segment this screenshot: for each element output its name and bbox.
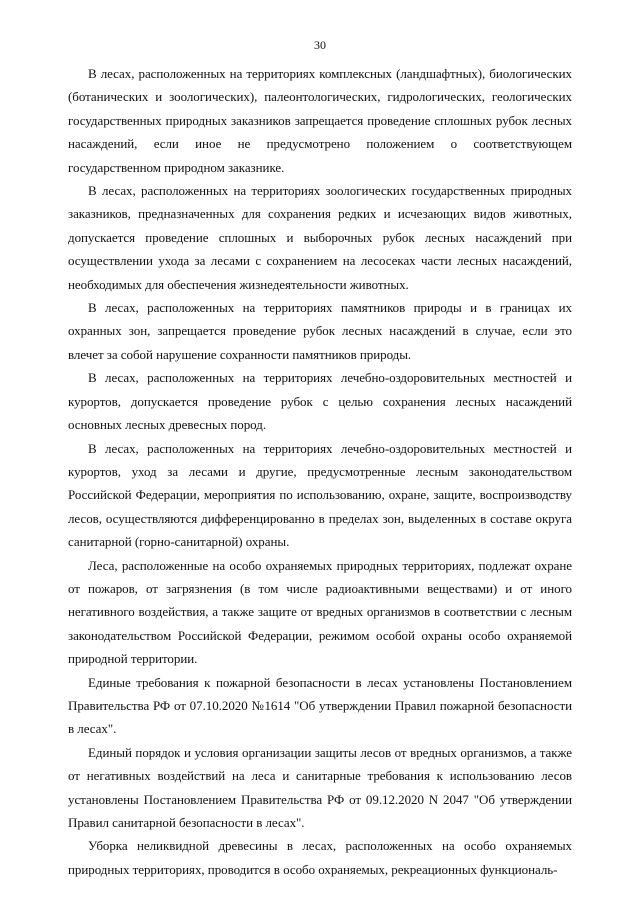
paragraph: В лесах, расположенных на территориях лечебно-оздоровительных местностей и курортов, уход за лесами и другие, предусмотренные лесным законодательством Российской Федерации, мероприятия по использованию, охране, защите, воспроизводству лесов, осуществляются дифференцированно в пределах зон, выделенных в составе округа санитарной (горно-санитарной) охраны. — [68, 440, 572, 550]
paragraph: В лесах, расположенных на территориях зоологических государственных природных заказников, предназначенных для сохранения редких и исчезающих видов животных, допускается проведение сплошных и выборочных рубок лесных насаждений при осуществлении ухода за лесами с сохранением на лесосеках части лесных насаждений, необходимых для обеспечения жизнедеятельности животных. — [68, 183, 572, 292]
document-body — [68, 62, 572, 881]
paragraph: В лесах, расположенных на территориях комплексных (ландшафтных), биологических (ботанических и зоологических), палеонтологических, гидрологических, геологических государственных природных заказников запрещается проведение сплошных рубок лесных насаждений, если иное не предусмотрено положением о соответствующем государственном природном заказнике. — [68, 66, 572, 175]
paragraph: Уборка неликвидной древесины в лесах, расположенных на особо охраняемых природных территориях, проводится в особо охраняемых, рекреационных функциональ- — [68, 838, 572, 877]
paragraph: Леса, расположенные на особо охраняемых природных территориях, подлежат охране от пожаров, от загрязнения (в том числе радиоактивными веществами) и от иного негативного воздействия, а также защите от вредных организмов в соответствии с лесным законодательством Российской Федерации, режимом особой охраны особо охраняемой природной территории. — [68, 557, 572, 667]
paragraph: В лесах, расположенных на территориях памятников природы и в границах их охранных зон, запрещается проведение рубок лесных насаждений в случае, если это влечет за собой нарушение сохранности памятников природы. — [68, 300, 572, 362]
paragraph: Единый порядок и условия организации защиты лесов от вредных организмов, а также от негативных воздействий на леса и санитарные требования к использованию лесов установлены Постановлением Правительства РФ от 09.12.2020 N 2047 "Об утверждении Правил санитарной безопасности в лесах". — [68, 744, 572, 830]
page-number: 30 — [314, 38, 326, 52]
paragraph: Единые требования к пожарной безопасности в лесах установлены Постановлением Правительства РФ от 07.10.2020 №1614 "Об утверждении Правил пожарной безопасности в лесах". — [68, 674, 572, 737]
paragraph: В лесах, расположенных на территориях лечебно-оздоровительных местностей и курортов, допускается проведение рубок с целью сохранения лесных насаждений основных лесных древесных пород. — [68, 370, 572, 433]
